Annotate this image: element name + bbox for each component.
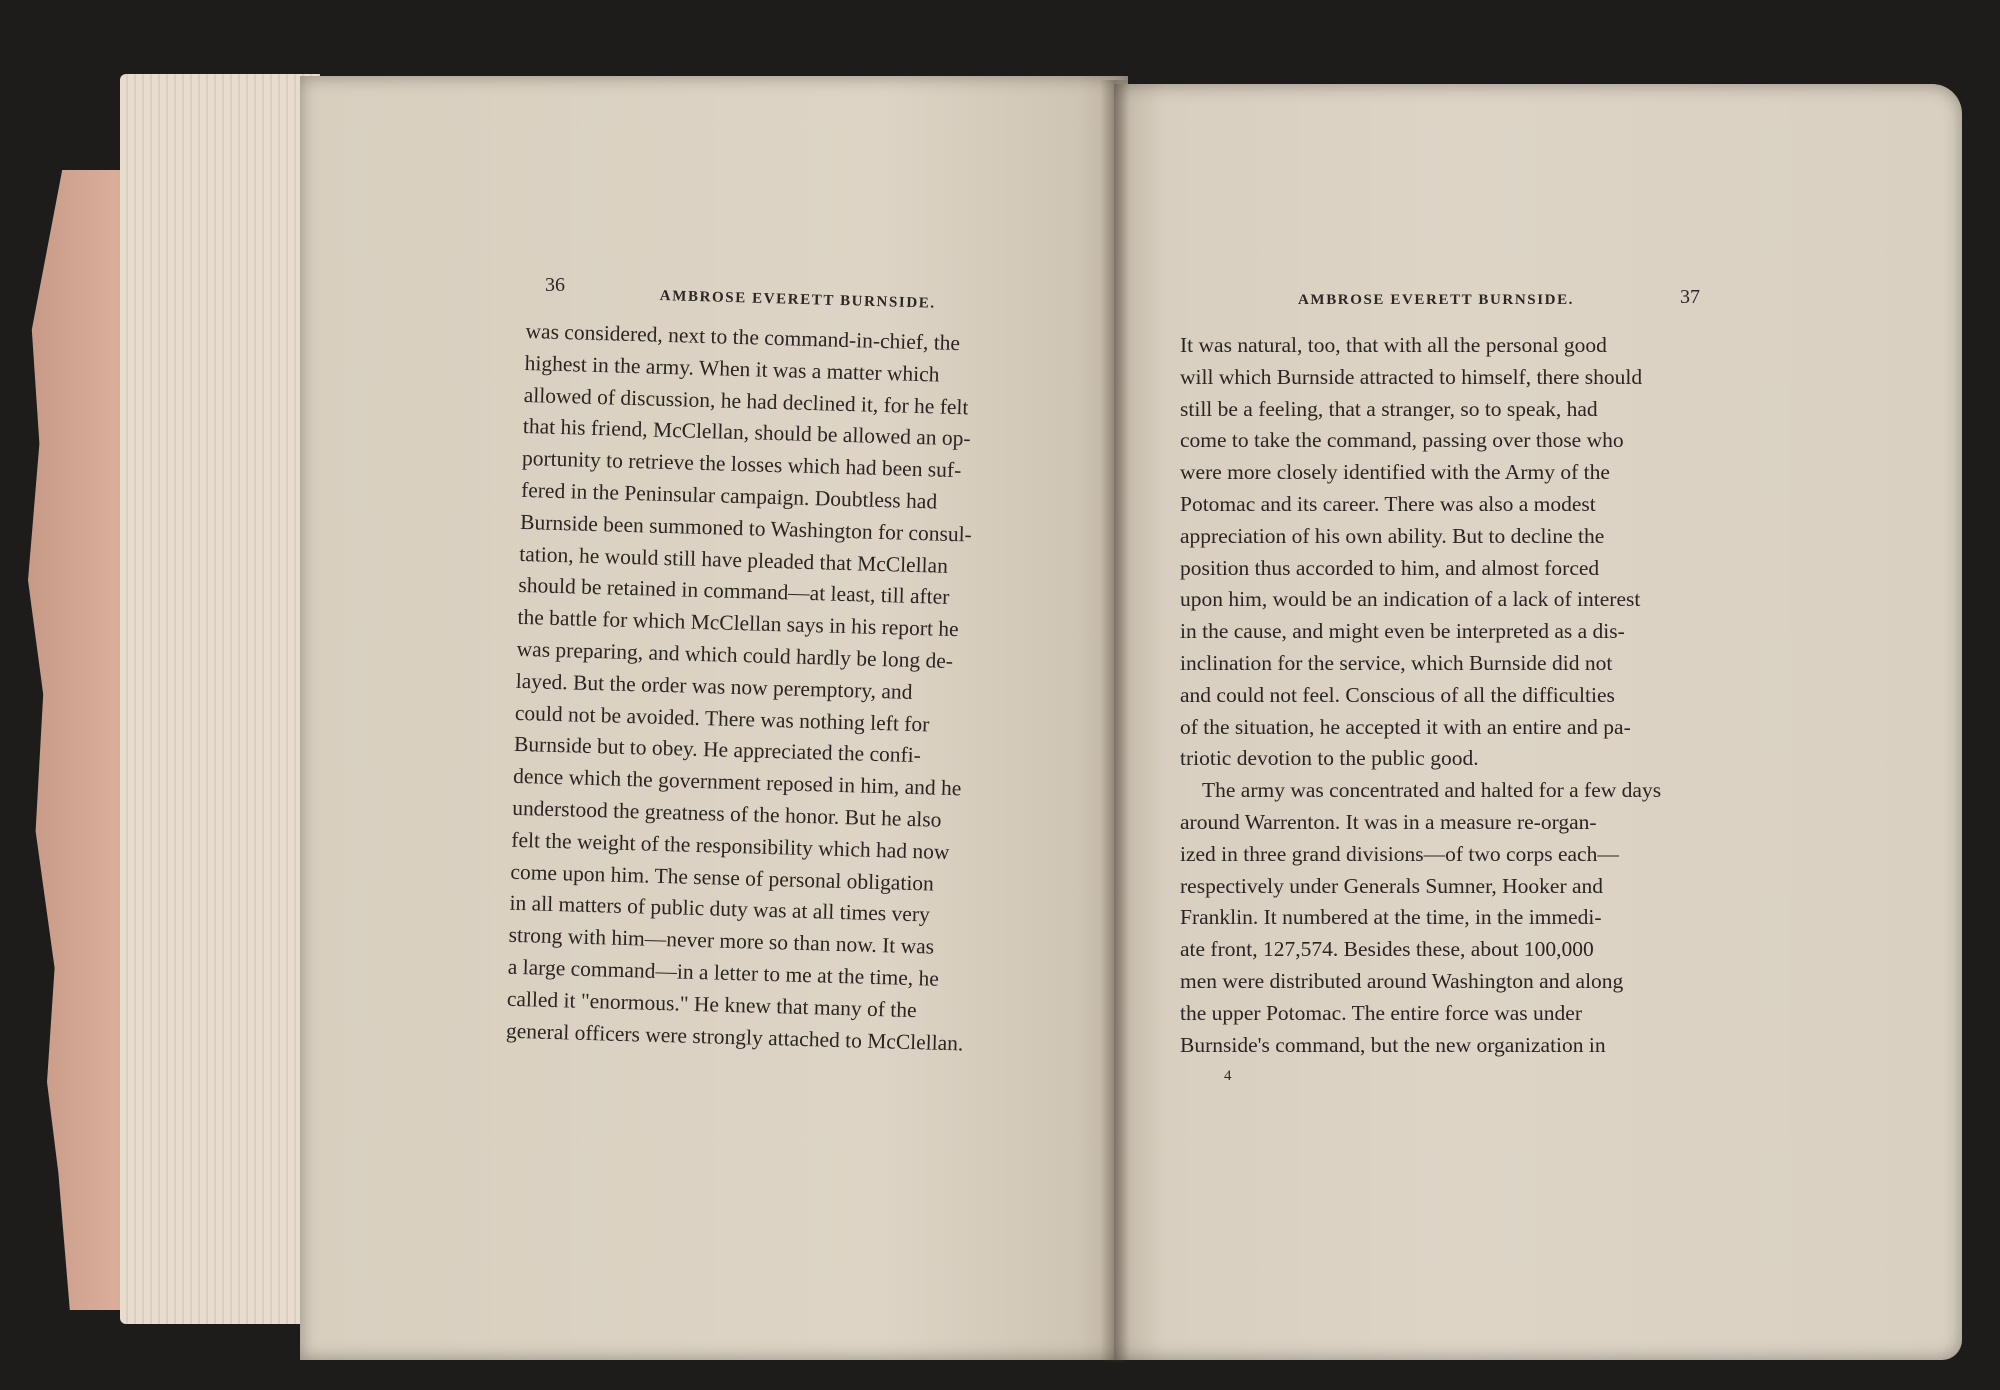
text-line: general officers were strongly attached to McClellan.: [505, 1018, 964, 1056]
text-line: Burnside but to obey. He appreciated the confi-: [513, 732, 922, 768]
text-line: that his friend, McClellan, should be allowed an op-: [522, 414, 971, 451]
text-line: will which Burnside attracted to himself, there should: [1180, 364, 1643, 389]
text-line: Burnside's command, but the new organization in: [1180, 1032, 1606, 1057]
text-line: ized in three grand divisions—of two corps each—: [1180, 841, 1619, 866]
text-line: fered in the Peninsular campaign. Doubtless had: [520, 477, 938, 514]
text-line: should be retained in command—at least, till after: [518, 573, 950, 610]
text-line: Burnside been summoned to Washington for consul-: [519, 509, 973, 547]
text-line: upon him, would be an indication of a lack of interest: [1180, 587, 1641, 612]
text-line: still be a feeling, that a stranger, so to speak, had: [1180, 396, 1598, 421]
signature-mark: 4: [1224, 1068, 1232, 1084]
text-line: appreciation of his own ability. But to decline the: [1180, 523, 1605, 548]
right-page-number: 37: [1680, 286, 1700, 308]
text-line: in all matters of public duty was at all times very: [509, 891, 931, 927]
text-line: were more closely identified with the Army of the: [1180, 460, 1610, 485]
right-page-text: [1180, 330, 1702, 1061]
text-line: highest in the army. When it was a matter which: [524, 350, 940, 387]
text-line: in the cause, and might even be interpreted as a dis-: [1180, 619, 1625, 644]
text-line: allowed of discussion, he had declined it, for he felt: [523, 382, 969, 419]
text-line: tation, he would still have pleaded that McClellan: [519, 541, 949, 578]
right-running-head: AMBROSE EVERETT BURNSIDE.: [1298, 292, 1575, 308]
text-line: of the situation, he accepted it with an entire and pa-: [1180, 714, 1631, 739]
text-line: It was natural, too, that with all the personal good: [1180, 333, 1607, 357]
text-line: inclination for the service, which Burnside did not: [1180, 650, 1613, 675]
text-line: the battle for which McClellan says in his report he: [517, 605, 959, 642]
text-line: Potomac and its career. There was also a modest: [1180, 491, 1596, 516]
book-gutter: [1100, 80, 1130, 1362]
text-line: The army was concentrated and halted for a few days: [1202, 778, 1662, 803]
text-line: come upon him. The sense of personal obligation: [510, 859, 935, 896]
left-page-text: [506, 316, 1070, 1062]
text-line: and could not feel. Conscious of all the difficulties: [1180, 682, 1615, 707]
text-line: could not be avoided. There was nothing left for: [514, 700, 930, 736]
text-line: was considered, next to the command-in-chief, the: [525, 318, 961, 356]
text-line: the upper Potomac. The entire force was under: [1180, 1000, 1582, 1025]
text-line: dence which the government reposed in him, and he: [512, 763, 962, 801]
text-line: position thus accorded to him, and almost forced: [1180, 555, 1600, 580]
text-line: portunity to retrieve the losses which had been suf-: [521, 446, 962, 483]
left-running-head: AMBROSE EVERETT BURNSIDE.: [659, 288, 936, 312]
text-line: ate front, 127,574. Besides these, about 100,000: [1180, 937, 1594, 962]
text-line: come to take the command, passing over those who: [1180, 428, 1624, 453]
text-line: layed. But the order was now peremptory, and: [515, 668, 913, 704]
text-line: a large command—in a letter to me at the time, he: [507, 954, 940, 991]
text-line: Franklin. It numbered at the time, in the immedi-: [1180, 905, 1602, 930]
text-line: was preparing, and which could hardly be long de-: [516, 636, 954, 674]
text-line: felt the weight of the responsibility which had now: [511, 827, 950, 864]
text-line: triotic devotion to the public good.: [1180, 746, 1479, 771]
text-line: strong with him—never more so than now. It was: [508, 922, 935, 959]
text-line: understood the greatness of the honor. But he also: [511, 795, 942, 832]
text-line: respectively under Generals Sumner, Hooker and: [1180, 873, 1604, 898]
left-page-number: 36: [545, 274, 565, 296]
text-line: men were distributed around Washington and along: [1180, 968, 1624, 993]
text-line: around Warrenton. It was in a measure re-organ-: [1180, 809, 1597, 834]
text-line: called it "enormous." He knew that many of the: [506, 986, 917, 1022]
page-stack-edges: [120, 74, 320, 1324]
